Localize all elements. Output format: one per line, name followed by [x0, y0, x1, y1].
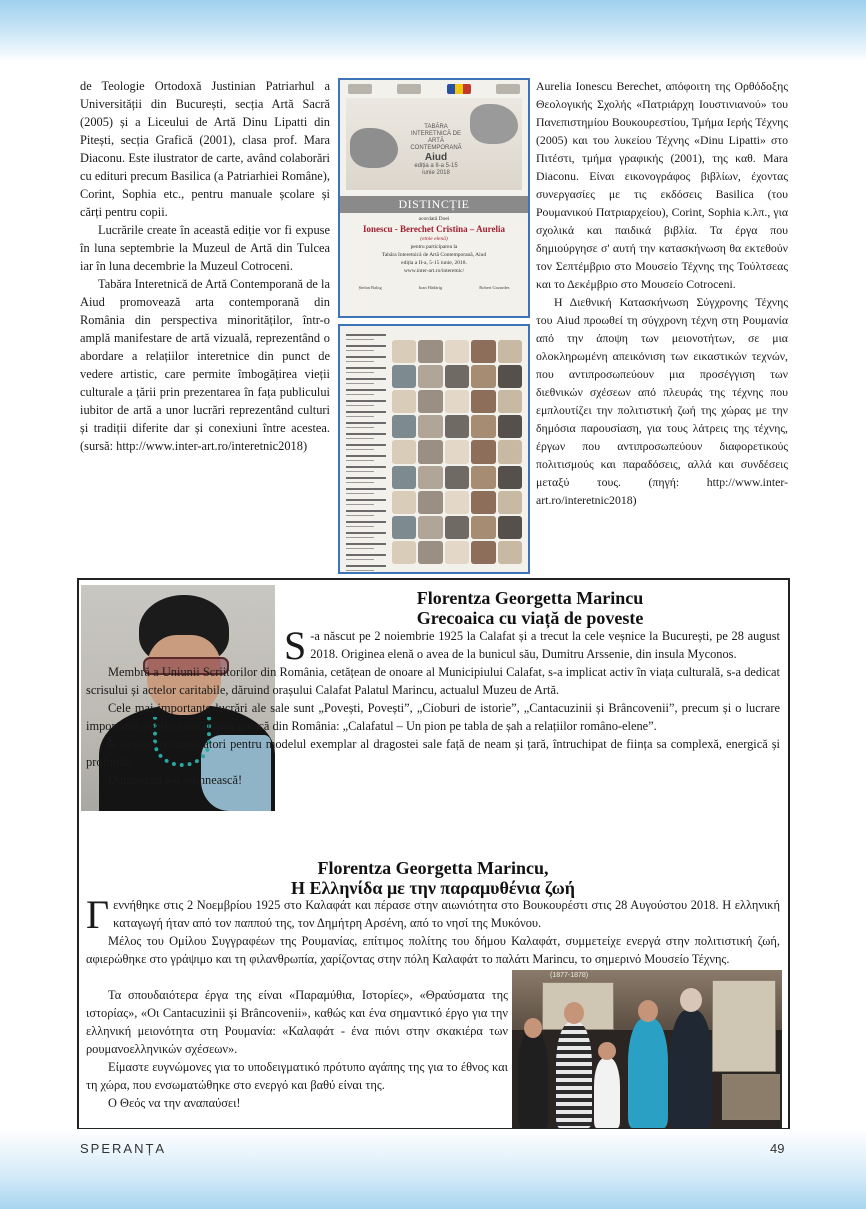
- poster-list-line: [346, 488, 386, 490]
- logo-center: [397, 84, 421, 94]
- photo-head-4: [638, 1000, 658, 1022]
- diploma-camp-place: Aiud: [424, 152, 448, 163]
- poster-puzzle-piece: [418, 390, 442, 413]
- poster-puzzle-piece: [418, 466, 442, 489]
- poster-list-subline: [346, 361, 374, 362]
- poster-list-subline: [346, 537, 374, 538]
- photo-head-2: [564, 1002, 584, 1024]
- poster-list-subline: [346, 482, 374, 483]
- poster-list-line: [346, 554, 386, 556]
- poster-puzzle-piece: [445, 390, 469, 413]
- poster-list-subline: [346, 339, 374, 340]
- signer-1: Ștefan Balog: [358, 285, 382, 290]
- poster-list-subline: [346, 427, 374, 428]
- poster-puzzle-piece: [471, 340, 495, 363]
- poster-puzzle-piece: [445, 365, 469, 388]
- romanian-paragraph-2: Membră a Uniunii Scriitorilor din România, cetățean de onoare al Municipiului Calafat, s-a implicat activ în viața culturală, s-a dedicat scrisului și actelor caritabile, dăruind orașului Calafat Palatul Marincu, actualul Muzeu de Artă.: [86, 665, 780, 697]
- poster-list-line: [346, 532, 386, 534]
- poster-list-subline: [346, 526, 374, 527]
- poster-puzzle-piece: [471, 415, 495, 438]
- poster-list-line: [346, 400, 386, 402]
- poster-list-subline: [346, 504, 374, 505]
- diploma-title: DISTINCȚIE: [340, 196, 528, 213]
- poster-list-line: [346, 510, 386, 512]
- romanian-body: [86, 663, 780, 789]
- header-gradient-band: [0, 0, 866, 62]
- left-hand-shape: [350, 128, 398, 168]
- photo-person-4: [628, 1018, 668, 1128]
- diploma-camp-title: [408, 124, 464, 177]
- poster-list-subline: [346, 438, 374, 439]
- left-paragraph-2: Lucrările create în această ediție vor fi expuse în luna septembrie la Muzeul de Artă din Tulcea iar în luna decembrie la Muzeul Cotroceni.: [80, 223, 330, 273]
- poster-puzzle-piece: [445, 440, 469, 463]
- greek-paragraph-2: Μέλος του Ομίλου Συγγραφέων της Ρουμανίας, επίτιμος πολίτης του δήμου Καλαφάτ, συμμετείχε ενεργά στην πολιτιστική ζωή, αφιερώθηκε στο γράψιμο και τη φιλανθρωπία, χαρίζοντας στην πόλη Καλαφάτ το παλάτι Marincu, το σημερινό Μουσείο Τέχνης.: [86, 934, 780, 966]
- right-paragraph-1: Aurelia Ionescu Berechet, απόφοιτη της Ορθόδοξης Θεολογικής Σχολής «Πατριάρχη Ιουστινιανού» του Πανεπιστημίου Βουκουρεστίου, Τμήμα Ιερής Τέχνης (2005) και του λυκείου Τέχνης «Dinu Lipatti» στο Πιτέστι, τμήμα γραφικής (2001), της καθ. Mara Diaconu. Είναι εικονογράφος βιβλίων, έχοντας συνεργασίες με τις εκδόσεις Basilica (του Ρουμανικού Πατριαρχείου), Corint, Sophia κ.λπ., για σχολικά και παιδικά βιβλία. Τα έργα που δημιούργησε σ' αυτή την κατασκήνωση θα εκτεθούν τον Σεπτέμβριο στο Μουσείο Τέχνης της Τούλτσεας και το Δεκέμβριο στο Μουσείο Cotroceni.: [536, 79, 788, 291]
- poster-puzzle-piece: [445, 466, 469, 489]
- greek-dropcap: Γ: [86, 892, 110, 937]
- diploma-signatures: [340, 285, 528, 290]
- poster-puzzle-piece: [418, 365, 442, 388]
- exhibition-poster-image: [338, 324, 530, 574]
- signer-3: Robert Gozardes: [479, 285, 510, 290]
- poster-puzzle-piece: [392, 440, 416, 463]
- poster-list-line: [346, 565, 386, 567]
- poster-list-line: [346, 543, 386, 545]
- poster-list-subline: [346, 372, 374, 373]
- poster-puzzle-piece: [392, 516, 416, 539]
- poster-puzzle-piece: [498, 466, 522, 489]
- diploma-camp-small: TABĂRA INTERETNICĂ DE ARTĂ CONTEMPORANĂ: [410, 124, 462, 151]
- diploma-event: Tabăra Interetnică de Artă Contemporană, Aiud: [381, 252, 487, 258]
- poster-puzzle-piece: [471, 440, 495, 463]
- diploma-awarded-to: acordată Doei: [418, 216, 450, 222]
- poster-list-line: [346, 422, 386, 424]
- poster-list-subline: [346, 471, 374, 472]
- romanian-first-paragraph: -a născut pe 2 noiembrie 1925 la Calafat și a trecut la cele veșnice la București, pe 28 august 2018. Originea elenă o avea de la bunicul său, Dumitru Arssenie, din insula Myconos.: [310, 629, 780, 661]
- poster-puzzle-piece: [392, 365, 416, 388]
- photo-person-1: [518, 1030, 548, 1128]
- signer-2: Ioan Hădărig: [418, 285, 443, 290]
- poster-puzzle-piece: [498, 541, 522, 564]
- poster-list-line: [346, 455, 386, 457]
- poster-list-subline: [346, 559, 374, 560]
- greek-heading: [100, 858, 766, 898]
- poster-puzzle-piece: [498, 491, 522, 514]
- poster-puzzle-piece: [418, 415, 442, 438]
- photo-display-case: [722, 1074, 780, 1120]
- poster-list-line: [346, 367, 386, 369]
- photo-person-2: [556, 1022, 592, 1128]
- poster-puzzle-piece: [418, 440, 442, 463]
- page-number: 49: [770, 1141, 785, 1156]
- poster-puzzle-piece: [445, 415, 469, 438]
- diploma-year: 2018: [436, 170, 450, 176]
- poster-puzzle-piece: [445, 340, 469, 363]
- romanian-paragraph-3: Cele mai importante lucrări ale sale sunt „Povești, Povești”, „Cioburi de istorie”, „Cantacuzinii și Brâncovenii”, precum și o lucrare importantă pentru minoritatea greacă din România: „Calafatul – Un pion pe tabla de șah a relațiilor româno-elene”.: [86, 701, 780, 733]
- poster-puzzle-piece: [445, 541, 469, 564]
- left-paragraph-1: de Teologie Ortodoxă Justinian Patriarhul a Universității din București, secția Artă Sacră (2005) și a Liceului de Artă Dinu Lipatti din Pitești, secția Grafică (2001), clasa prof. Mara Diaconu. Este ilustrator de carte, având colaborări cu edituri precum Basilica (a Patriarhiei Române), Corint, Sophia etc., pentru manuale școlare și cărți pentru copii.: [80, 79, 330, 219]
- poster-puzzle-piece: [471, 365, 495, 388]
- photo-display-panel-right: [712, 980, 776, 1072]
- poster-list-line: [346, 466, 386, 468]
- romanian-paragraph-4: Îi suntem recunoscători pentru modelul exemplar al dragostei sale față de neam și țară, întruchipat de ființa sa complexă, energică și profundă.: [86, 737, 780, 769]
- photo-head-5: [680, 988, 702, 1012]
- greek-heading-subtitle: Η Ελληνίδα με την παραμυθένια ζωή: [291, 878, 575, 898]
- poster-list-subline: [346, 394, 374, 395]
- romanian-heading-name: Florentza Georgetta Marincu: [416, 588, 644, 608]
- greek-heading-name: Florentza Georgetta Marincu,: [317, 858, 549, 878]
- greek-intro: [86, 892, 780, 968]
- poster-puzzle-piece: [498, 415, 522, 438]
- diploma-recipient-name: Ionescu - Berechet Cristina – Aurelia: [363, 224, 505, 234]
- poster-list-line: [346, 389, 386, 391]
- coat-of-arms-logo: [447, 84, 471, 94]
- right-text-column: [536, 77, 788, 509]
- diploma-url: www.inter-art.ro/interetnic/: [403, 268, 465, 274]
- photo-head-1: [524, 1018, 542, 1038]
- right-hand-shape: [470, 104, 518, 144]
- greek-paragraph-5: Ο Θεός να την αναπαύσει!: [108, 1096, 241, 1110]
- poster-list-subline: [346, 548, 374, 549]
- poster-puzzle-piece: [418, 516, 442, 539]
- poster-list-subline: [346, 350, 374, 351]
- poster-puzzle-piece: [498, 440, 522, 463]
- poster-puzzle-piece: [471, 466, 495, 489]
- poster-puzzle-piece: [392, 466, 416, 489]
- diploma-hands-artwork: [346, 98, 522, 190]
- poster-puzzle-piece: [418, 491, 442, 514]
- poster-artist-list: [346, 334, 386, 574]
- poster-list-line: [346, 477, 386, 479]
- poster-puzzle-piece: [392, 491, 416, 514]
- logo-right: [496, 84, 520, 94]
- romanian-intro: [284, 623, 780, 668]
- poster-puzzle-piece: [498, 516, 522, 539]
- poster-puzzle-piece: [418, 541, 442, 564]
- diploma-logos: [340, 80, 528, 94]
- right-paragraph-2: Η Διεθνική Κατασκήνωση Σύγχρονης Τέχνης του Aiud προωθεί τη σύγχρονη τέχνη στη Ρουμανία από την άποψη των μειονοτήτων, σε μια ολοκληρωμένη απεικόνιση των εικαστικών τεχνών, που αντιπροσωπεύουν μια προσέγγιση των διεθνικών σχέσεων από πλευράς της τέχνης που εμπλουτίζει την πολιτιστική ζωή της χώρας με την δημόσια παρουσίαση, για τους λάτρεις της τέχνης, έργων που αντιπροσωπεύουν διαφορετικούς πολιτισμούς και παραδόσεις, αλλά και συνδέσεις μεταξύ τους. (πηγή: http://www.inter-art.ro/interetnic2018): [536, 295, 788, 507]
- poster-list-line: [346, 334, 386, 336]
- poster-list-line: [346, 499, 386, 501]
- magazine-name: SPERANȚA: [80, 1141, 167, 1156]
- diploma-dates: ediția a II-a, 5-15 iunie, 2018.: [401, 260, 467, 266]
- museum-event-photo: [512, 970, 782, 1128]
- poster-puzzle-piece: [471, 390, 495, 413]
- greek-paragraph-3: Τα σπουδαιότερα έργα της είναι «Παραμύθια, Ιστορίες», «Θραύσματα της ιστορίας», «Οι Cantacuzinii și Brâncovenii», καθώς και ένα σημαντικό έργο για την ελληνική μειονότητα στη Ρουμανία: «Καλαφάτ - ένα πιόνι στην σκακιέρα των ρουμανοελληνικών σχέσεων».: [86, 988, 508, 1056]
- greek-body: [86, 986, 508, 1112]
- poster-list-line: [346, 521, 386, 523]
- poster-list-line: [346, 345, 386, 347]
- poster-puzzle-piece: [392, 541, 416, 564]
- poster-list-subline: [346, 460, 374, 461]
- greek-first-paragraph: εννήθηκε στις 2 Νοεμβρίου 1925 στο Καλαφάτ και πέρασε στην αιωνιότητα στο Βουκουρέστι στις 28 Αυγούστου 2018. Η ελληνική καταγωγή ήταν από τον παππού της, τον Δημήτρη Αρσένη, από το νησί της Μυκόνου.: [113, 898, 780, 930]
- photo-wall-caption: (1877-1878): [550, 972, 589, 979]
- poster-puzzle-piece: [392, 390, 416, 413]
- diploma-ethnicity: (etnie elenă): [420, 236, 448, 242]
- poster-puzzle-piece: [498, 365, 522, 388]
- poster-puzzle-piece: [498, 340, 522, 363]
- poster-puzzle-piece: [392, 340, 416, 363]
- poster-list-subline: [346, 493, 374, 494]
- poster-list-subline: [346, 570, 374, 571]
- romanian-paragraph-5: Dumnezeu s-o odihnească!: [108, 773, 243, 787]
- poster-list-line: [346, 378, 386, 380]
- diploma-for: pentru participarea la: [410, 244, 458, 250]
- poster-list-subline: [346, 449, 374, 450]
- poster-puzzle-piece: [392, 415, 416, 438]
- diploma-image: [338, 78, 530, 318]
- poster-list-line: [346, 433, 386, 435]
- poster-puzzle-piece: [445, 491, 469, 514]
- poster-puzzle-collage: [392, 340, 522, 564]
- romanian-heading: [300, 588, 760, 628]
- photo-person-3: [594, 1058, 620, 1128]
- poster-list-line: [346, 411, 386, 413]
- left-text-column: [80, 77, 330, 455]
- logo-left: [348, 84, 372, 94]
- poster-puzzle-piece: [418, 340, 442, 363]
- photo-head-3: [598, 1042, 616, 1060]
- left-paragraph-3: Tabăra Interetnică de Artă Contemporană de la Aiud promovează arta contemporană din România din perspectiva minorităților, într-o amplă manifestare de artă vizuală, reprezentând o abordare a relațiilor interetnice din punct de vedere artistic, care permite îmbogățirea vieții culturale a țării prin prezentarea în fața publicului iubitor de artă a unor lucrări reprezentând culturi și tradiții diferite dar și conexiuni între acestea. (sursă: http://www.inter-art.ro/interetnic2018): [80, 277, 330, 453]
- poster-puzzle-piece: [498, 390, 522, 413]
- romanian-dropcap: S: [284, 623, 307, 668]
- photo-person-5: [670, 1010, 712, 1128]
- poster-list-line: [346, 444, 386, 446]
- romanian-heading-subtitle: Grecoaica cu viață de poveste: [416, 608, 644, 628]
- poster-list-subline: [346, 383, 374, 384]
- poster-puzzle-piece: [445, 516, 469, 539]
- poster-list-subline: [346, 416, 374, 417]
- poster-list-subline: [346, 515, 374, 516]
- poster-list-line: [346, 356, 386, 358]
- poster-list-subline: [346, 405, 374, 406]
- poster-puzzle-piece: [471, 516, 495, 539]
- diploma-edition: ediția a II-a 5-15 iunie: [414, 163, 458, 176]
- poster-puzzle-piece: [471, 491, 495, 514]
- greek-paragraph-4: Είμαστε ευγνώμονες για το υποδειγματικό πρότυπο αγάπης της για το έθνος και τη χώρα, που ενσωματώθηκε στο ενεργό και βαθύ είναι της.: [86, 1060, 508, 1092]
- poster-puzzle-piece: [471, 541, 495, 564]
